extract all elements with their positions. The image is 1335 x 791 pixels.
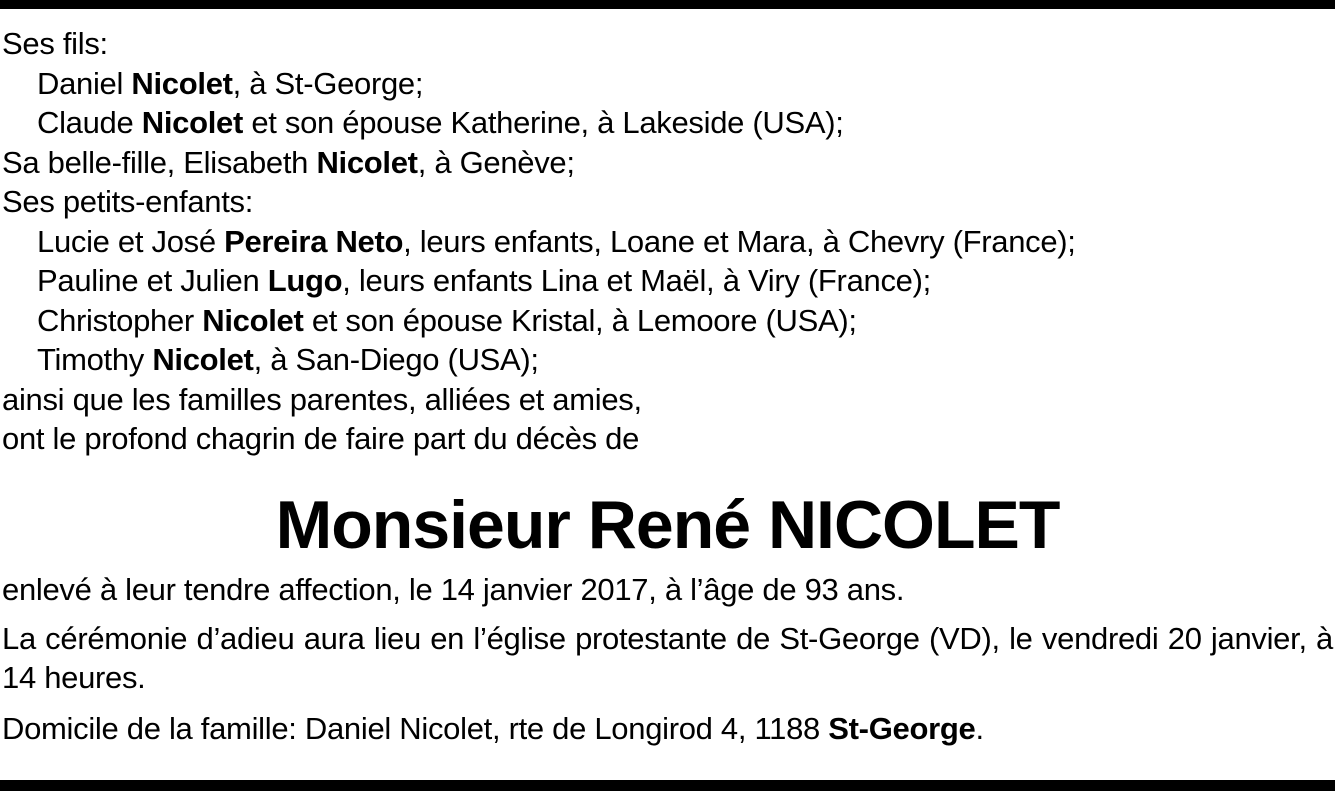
son-entry: [2, 103, 1333, 143]
bottom-rule: [0, 780, 1335, 791]
grandchild-entry: [2, 222, 1333, 262]
son-last-name: Nicolet: [131, 65, 233, 101]
son-first-name: Daniel: [37, 65, 132, 101]
domicile-end: .: [975, 710, 984, 746]
daughter-in-law-details: , à Genève;: [417, 144, 575, 180]
grandchild-entry: [2, 340, 1333, 380]
death-notice: enlevé à leur tendre affection, le 14 janvier 2017, à l’âge de 93 ans.: [2, 571, 905, 607]
son-details: et son épouse Katherine, à Lakeside (USA);: [243, 105, 844, 140]
son-entry: [2, 64, 1333, 104]
grandchild-first-name: Timothy: [37, 342, 153, 377]
grandchild-last-name: Nicolet: [202, 302, 304, 338]
grandchild-details: , à San-Diego (USA);: [253, 342, 539, 377]
grandchild-last-name: Nicolet: [152, 342, 254, 377]
family-domicile: [2, 709, 1333, 748]
grandchild-last-name: Lugo: [267, 263, 343, 298]
grandchild-first-name: Lucie et José: [37, 223, 225, 259]
announcement-line: ont le profond chagrin de faire part du décès de: [2, 421, 640, 456]
grandchild-entry: [2, 261, 1333, 301]
grandchild-first-name: Pauline et Julien: [37, 263, 268, 298]
grandchild-first-name: Christopher: [37, 302, 203, 338]
son-details: , à St-George;: [232, 65, 424, 101]
grandchild-entry: [2, 301, 1333, 341]
deceased-name: Monsieur René NICOLET: [275, 486, 1060, 563]
top-rule: [0, 0, 1335, 9]
relatives-line: ainsi que les familles parentes, alliées et amies,: [2, 381, 642, 417]
sons-heading: Ses fils:: [2, 26, 108, 61]
grandchild-last-name: Pereira Neto: [224, 223, 404, 259]
daughter-in-law-first: Sa belle-fille, Elisabeth: [2, 144, 317, 180]
grandchildren-heading: Ses petits-enfants:: [2, 184, 254, 219]
grandchild-details: , leurs enfants Lina et Maël, à Viry (France);: [342, 263, 931, 298]
daughter-in-law-last-name: Nicolet: [316, 144, 418, 180]
domicile-place: St-George: [828, 710, 976, 746]
obituary-notice: [2, 24, 1333, 748]
son-last-name: Nicolet: [141, 105, 244, 140]
son-first-name: Claude: [37, 105, 142, 140]
daughter-in-law-entry: [2, 143, 1333, 183]
ceremony-details: La cérémonie d’adieu aura lieu en l’église protestante de St-George (VD), le vendredi 20 janvier, à 14 heures.: [2, 620, 1333, 695]
grandchild-details: , leurs enfants, Loane et Mara, à Chevry (France);: [403, 223, 1076, 259]
grandchild-details: et son épouse Kristal, à Lemoore (USA);: [303, 302, 857, 338]
domicile-address: Domicile de la famille: Daniel Nicolet, rte de Longirod 4, 1188: [2, 710, 829, 746]
